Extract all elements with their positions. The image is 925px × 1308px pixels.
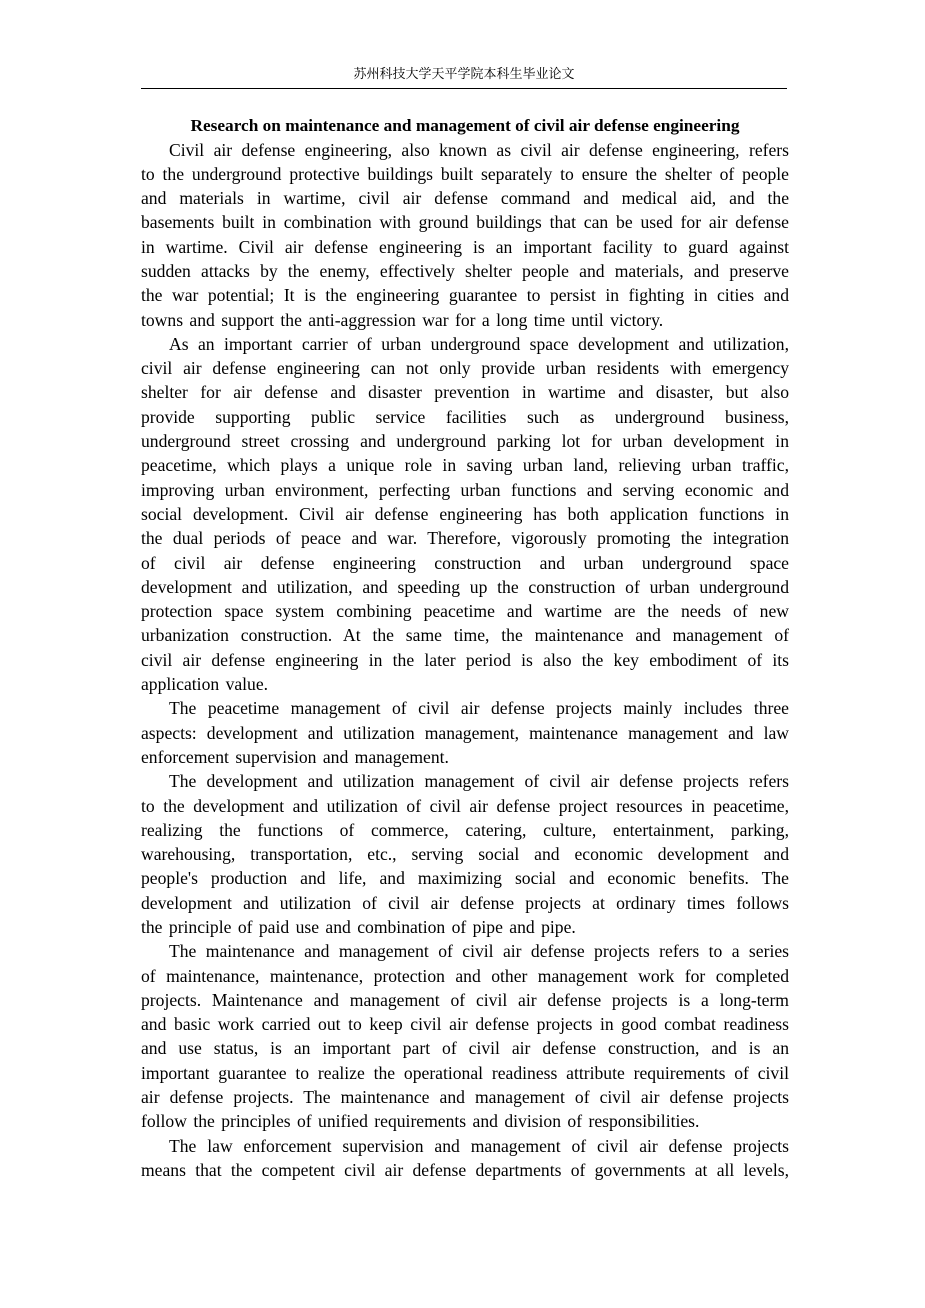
text-line: of maintenance, maintenance, protection and other management work for completed xyxy=(141,965,789,986)
text-line: warehousing, transportation, etc., serving social and economic development and xyxy=(141,844,789,865)
text-line: The maintenance and management of civil air defense projects refers to a series xyxy=(169,941,789,962)
text-line: social development. Civil air defense engineering has both application functions in xyxy=(141,503,789,524)
text-line: sudden attacks by the enemy, effectively shelter people and materials, and preserve xyxy=(141,260,789,281)
text-line: important guarantee to realize the operational readiness attribute requirements of civil xyxy=(141,1062,789,1083)
paragraph xyxy=(141,939,789,1133)
text-line: follow the principles of unified requirements and division of responsibilities. xyxy=(141,1111,700,1132)
text-line: and materials in wartime, civil air defense command and medical aid, and the xyxy=(141,188,789,209)
text-line: towns and support the anti-aggression war for a long time until victory. xyxy=(141,309,664,330)
text-line: of civil air defense engineering construction and urban underground space xyxy=(141,552,789,573)
text-line: and basic work carried out to keep civil air defense projects in good combat readiness xyxy=(141,1014,789,1035)
text-line: aspects: development and utilization management, maintenance management and law xyxy=(141,722,789,743)
text-line: to the underground protective buildings built separately to ensure the shelter of people xyxy=(141,163,789,184)
text-line: urbanization construction. At the same time, the maintenance and management of xyxy=(141,625,789,646)
text-line: protection space system combining peacetime and wartime are the needs of new xyxy=(141,601,789,622)
paragraph xyxy=(141,769,789,939)
text-line: The development and utilization management of civil air defense projects refers xyxy=(169,771,789,792)
section-title: Research on maintenance and management of civil air defense engineering xyxy=(190,116,740,135)
text-line: civil air defense engineering can not only provide urban residents with emergency xyxy=(141,358,789,379)
text-line: in wartime. Civil air defense engineering is an important facility to guard against xyxy=(141,236,789,257)
text-line: As an important carrier of urban underground space development and utilization, xyxy=(169,333,789,354)
text-line: peacetime, which plays a unique role in saving urban land, relieving urban traffic, xyxy=(141,455,789,476)
text-line: air defense projects. The maintenance and management of civil air defense projects xyxy=(141,1087,789,1108)
text-line: and use status, is an important part of civil air defense construction, and is an xyxy=(141,1038,789,1059)
text-line: the war potential; It is the engineering guarantee to persist in fighting in cities and xyxy=(141,285,789,306)
running-header: 苏州科技大学天平学院本科生毕业论文 xyxy=(353,67,575,82)
paragraph xyxy=(141,138,789,332)
text-line: application value. xyxy=(141,674,269,695)
text-line: civil air defense engineering in the later period is also the key embodiment of its xyxy=(141,649,789,670)
text-line: realizing the functions of commerce, catering, culture, entertainment, parking, xyxy=(141,819,789,840)
text-line: projects. Maintenance and management of civil air defense projects is a long-term xyxy=(141,989,789,1010)
text-line: provide supporting public service facilities such as underground business, xyxy=(141,406,789,427)
text-line: people's production and life, and maximizing social and economic benefits. The xyxy=(141,868,789,889)
text-line: underground street crossing and underground parking lot for urban development in xyxy=(141,431,789,452)
text-line: basements built in combination with ground buildings that can be used for air defense xyxy=(141,212,789,233)
text-line: development and utilization, and speeding up the construction of urban underground xyxy=(141,576,789,597)
text-line: the dual periods of peace and war. Therefore, vigorously promoting the integration xyxy=(141,528,789,549)
paragraph xyxy=(141,332,789,696)
text-line: development and utilization of civil air defense projects at ordinary times follows xyxy=(141,892,789,913)
text-line: shelter for air defense and disaster prevention in wartime and disaster, but also xyxy=(141,382,789,403)
paragraph xyxy=(141,696,789,769)
text-line: enforcement supervision and management. xyxy=(141,746,449,767)
text-line: Civil air defense engineering, also known as civil air defense engineering, refers xyxy=(169,139,789,160)
text-line: improving urban environment, perfecting urban functions and serving economic and xyxy=(141,479,789,500)
text-line: The law enforcement supervision and management of civil air defense projects xyxy=(169,1135,789,1156)
header-divider xyxy=(141,88,787,89)
text-line: means that the competent civil air defense departments of governments at all levels, xyxy=(141,1159,789,1180)
text-line: the principle of paid use and combination of pipe and pipe. xyxy=(141,917,576,937)
paragraph xyxy=(141,1134,789,1183)
text-line: The peacetime management of civil air defense projects mainly includes three xyxy=(169,698,789,719)
text-line: to the development and utilization of civil air defense project resources in peacetime, xyxy=(141,795,789,816)
document-body xyxy=(141,138,789,1183)
